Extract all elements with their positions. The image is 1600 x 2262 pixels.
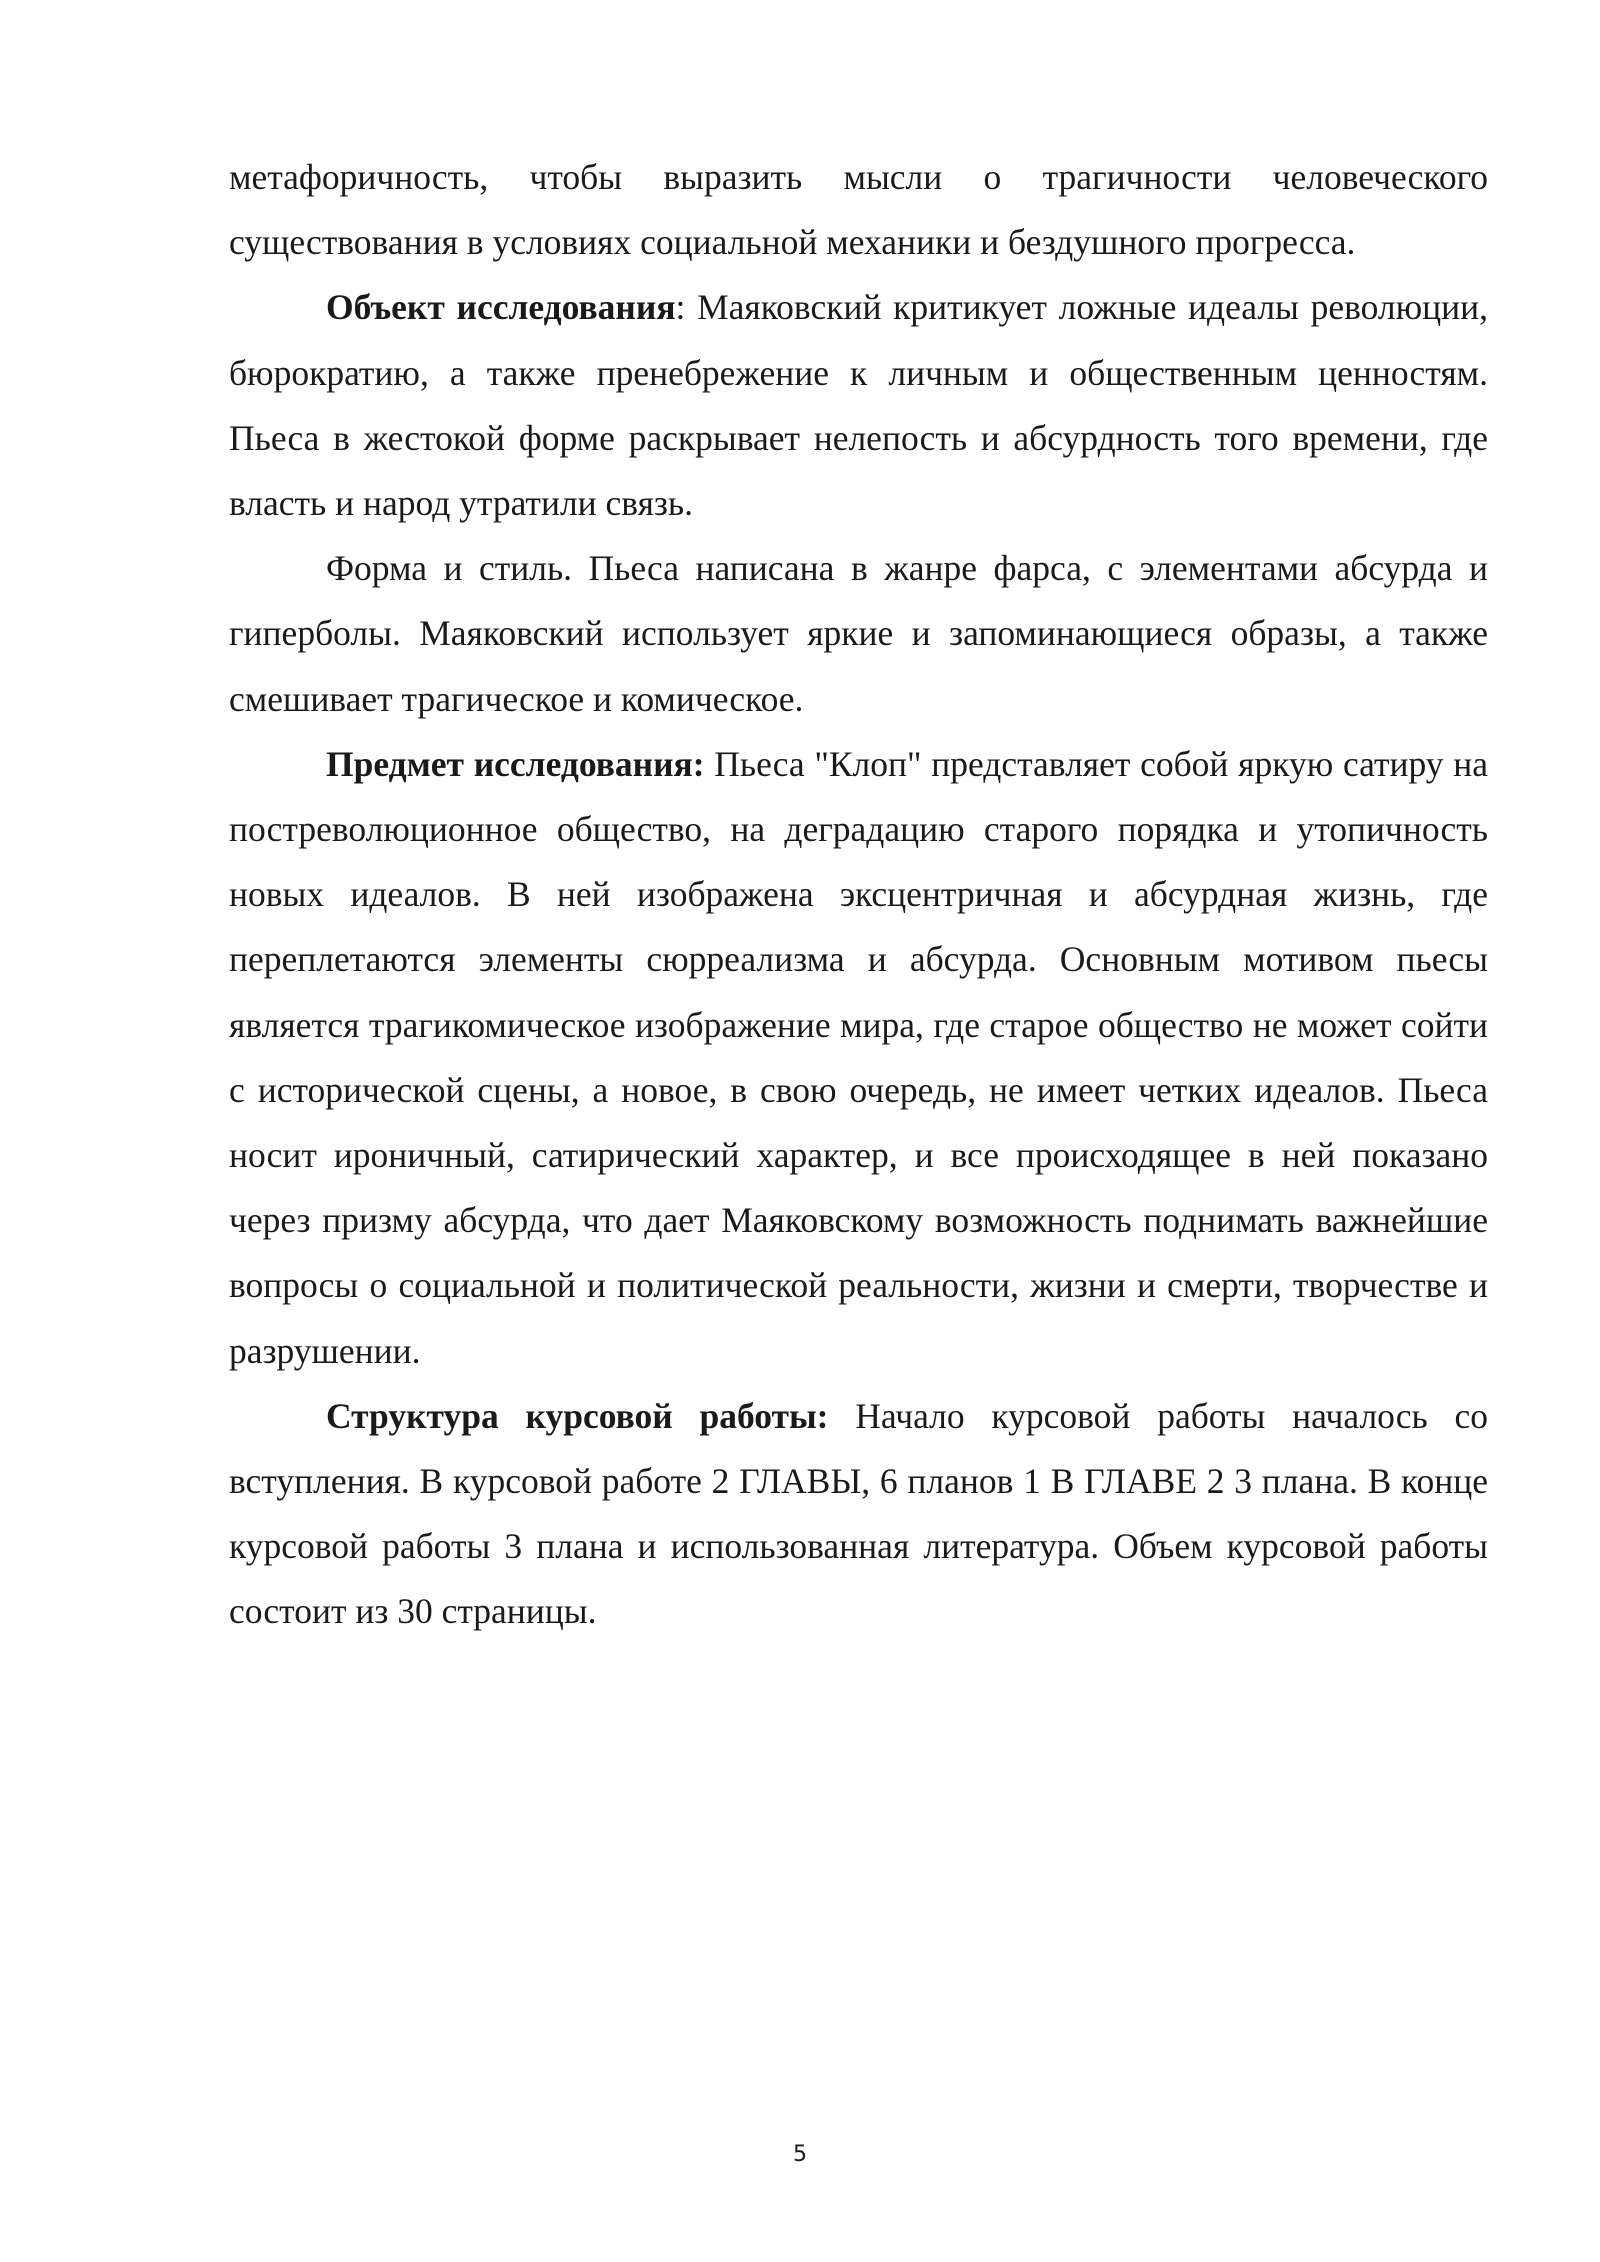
- paragraph-research-object: [229, 275, 1488, 536]
- document-body: [229, 145, 1488, 1645]
- paragraph-text: Форма и стиль. Пьеса написана в жанре фарса, с элементами абсурда и гиперболы. Маяковский использует яркие и запоминающиеся образы, а также смешивает трагическое и комическое.: [229, 548, 1488, 719]
- paragraph-lead: Предмет исследования:: [326, 743, 705, 784]
- paragraph-text: Начало курсовой работы началось со вступления. В курсовой работе 2 ГЛАВЫ, 6 планов 1 В ГЛАВЕ 2 3 плана. В конце курсовой работы 3 плана и использованная литература. Объем курсовой работы состоит из 30 страницы.: [229, 1395, 1489, 1632]
- paragraph-intro-continuation: [229, 145, 1488, 275]
- paragraph-research-subject: [229, 732, 1488, 1384]
- paragraph-lead: Объект исследования: [326, 287, 676, 328]
- paragraph-lead: Структура курсовой работы:: [326, 1395, 829, 1436]
- paragraph-text: метафоричность, чтобы выразить мысли о трагичности человеческого существования в условиях социальной механики и бездушного прогресса.: [229, 157, 1488, 263]
- paragraph-text: : Маяковский критикует ложные идеалы революции, бюрократию, а также пренебрежение к личным и общественным ценностям. Пьеса в жестокой форме раскрывает нелепость и абсурдность того времени, где власть и народ утратили связь.: [229, 287, 1488, 524]
- page-number: 5: [793, 2142, 807, 2167]
- paragraph-form-and-style: [229, 536, 1488, 732]
- paragraph-work-structure: [229, 1384, 1488, 1645]
- paragraph-text: Пьеса "Клоп" представляет собой яркую сатиру на постреволюционное общество, на деградацию старого порядка и утопичность новых идеалов. В ней изображена эксцентричная и абсурдная жизнь, где переплетаются элементы сюрреализма и абсурда. Основным мотивом пьесы является трагикомическое изображение мира, где старое общество не может сойти с исторической сцены, а новое, в свою очередь, не имеет четких идеалов. Пьеса носит ироничный, сатирический характер, и все происходящее в ней показано через призму абсурда, что дает Маяковскому возможность поднимать важнейшие вопросы о социальной и политической реальности, жизни и смерти, творчестве и разрушении.: [229, 743, 1488, 1371]
